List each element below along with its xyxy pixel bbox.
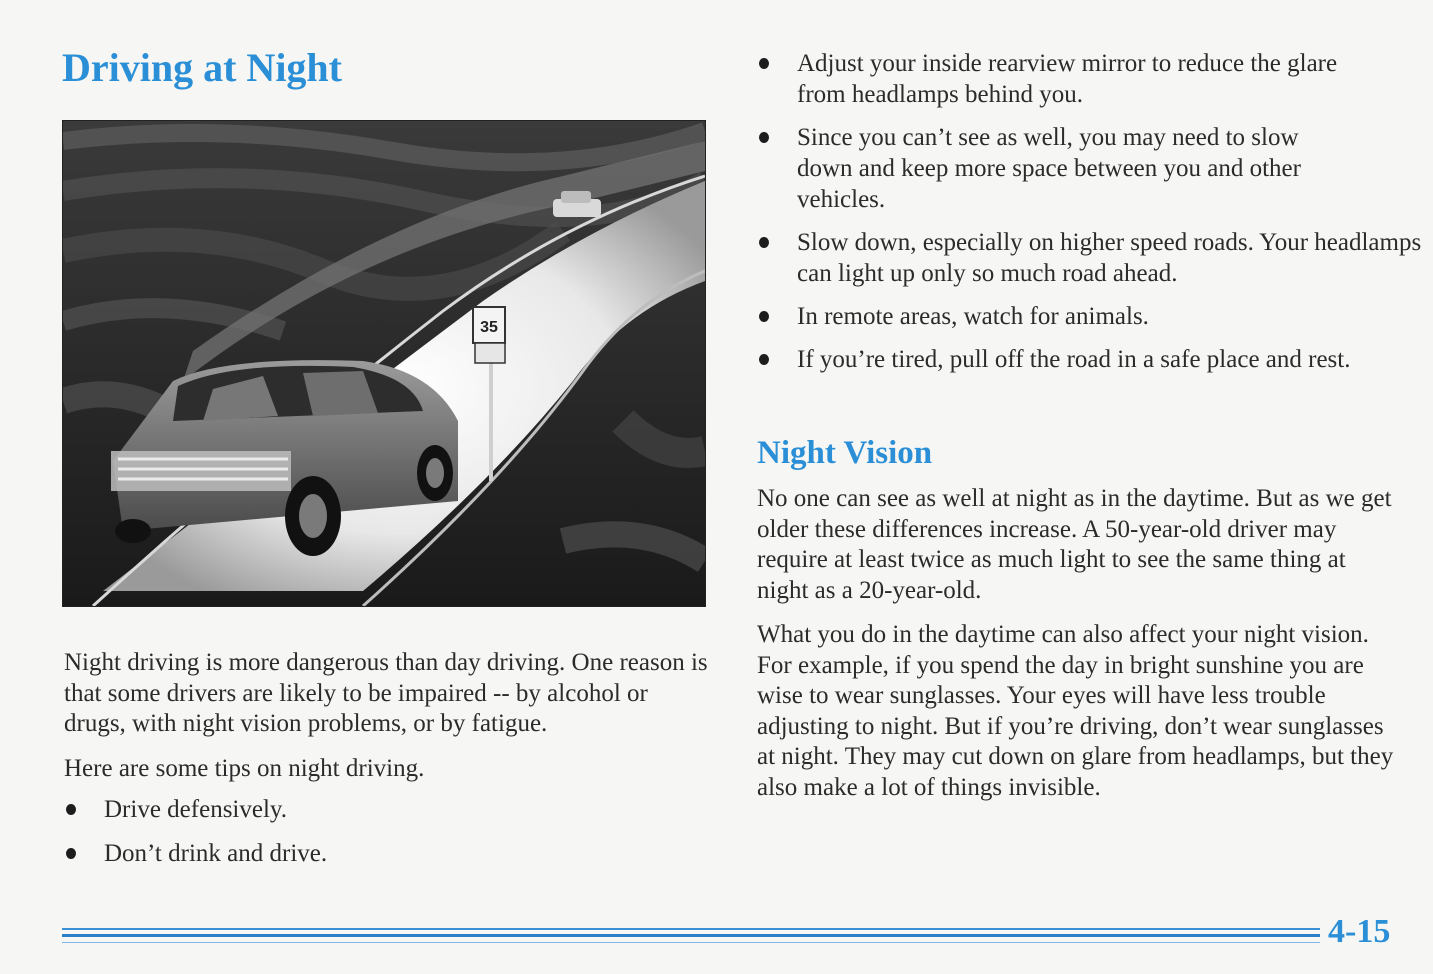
- list-item: [757, 48, 1357, 110]
- bullet-icon: [66, 804, 76, 815]
- bullet-icon: [759, 311, 769, 322]
- tip-text: In remote areas, watch for animals.: [797, 303, 1149, 330]
- tip-text: Since you can’t see as well, you may need to slow down and keep more space between you and other vehicles.: [797, 124, 1301, 213]
- tip-text: If you’re tired, pull off the road in a safe place and rest.: [797, 346, 1351, 373]
- tip-text: Slow down, especially on higher speed roads. Your headlamps can light up only so much road ahead.: [797, 229, 1422, 287]
- section-heading-night-vision: Night Vision: [757, 435, 933, 471]
- tips-list-right: [757, 48, 1422, 375]
- tip-text: Don’t drink and drive.: [104, 840, 328, 867]
- list-item: [64, 838, 714, 869]
- page-number: 4-15: [1328, 913, 1391, 950]
- speed-limit-sign-text: 35: [480, 319, 498, 336]
- footer-rule: [62, 942, 1320, 943]
- bullet-icon: [759, 58, 769, 69]
- intro-paragraph: Night driving is more dangerous than day driving. One reason is that some drivers are likely to be impaired -- by alcohol or drugs, with night vision problems, or by fatigue.: [64, 649, 708, 737]
- bullet-icon: [66, 848, 76, 859]
- list-item: [757, 122, 1327, 215]
- bullet-icon: [759, 132, 769, 143]
- night-vision-paragraph-1: No one can see as well at night as in the daytime. But as we get older these differences increase. A 50-year-old driver may require at least twice as much light to see the same thing at night as a 20-year-old.: [757, 485, 1392, 604]
- tip-text: Adjust your inside rearview mirror to reduce the glare from headlamps behind you.: [797, 50, 1338, 108]
- list-item: [757, 301, 1407, 332]
- list-item: [757, 344, 1367, 375]
- footer-rule: [62, 934, 1320, 937]
- night-vision-paragraph-2: What you do in the daytime can also affect your night vision. For example, if you spend the day in bright sunshine you are wise to wear sunglasses. Your eyes will have less trouble adjusting to night. But if you’re driving, don’t wear sunglasses at night. They may cut down on glare from headlamps, but they also make a lot of things invisible.: [757, 621, 1394, 801]
- list-item: [64, 794, 714, 825]
- right-text-column: [757, 48, 1422, 387]
- left-text-column: [64, 648, 714, 882]
- tip-text: Drive defensively.: [104, 796, 288, 823]
- tips-list-left: [64, 794, 714, 869]
- footer-rule: [62, 928, 1320, 930]
- page-title: Driving at Night: [62, 45, 342, 90]
- bullet-icon: [759, 237, 769, 248]
- night-vision-section: [757, 484, 1402, 817]
- tips-intro-paragraph: Here are some tips on night driving.: [64, 754, 425, 782]
- night-driving-illustration: [62, 120, 706, 607]
- bullet-icon: [759, 354, 769, 365]
- list-item: [757, 227, 1427, 289]
